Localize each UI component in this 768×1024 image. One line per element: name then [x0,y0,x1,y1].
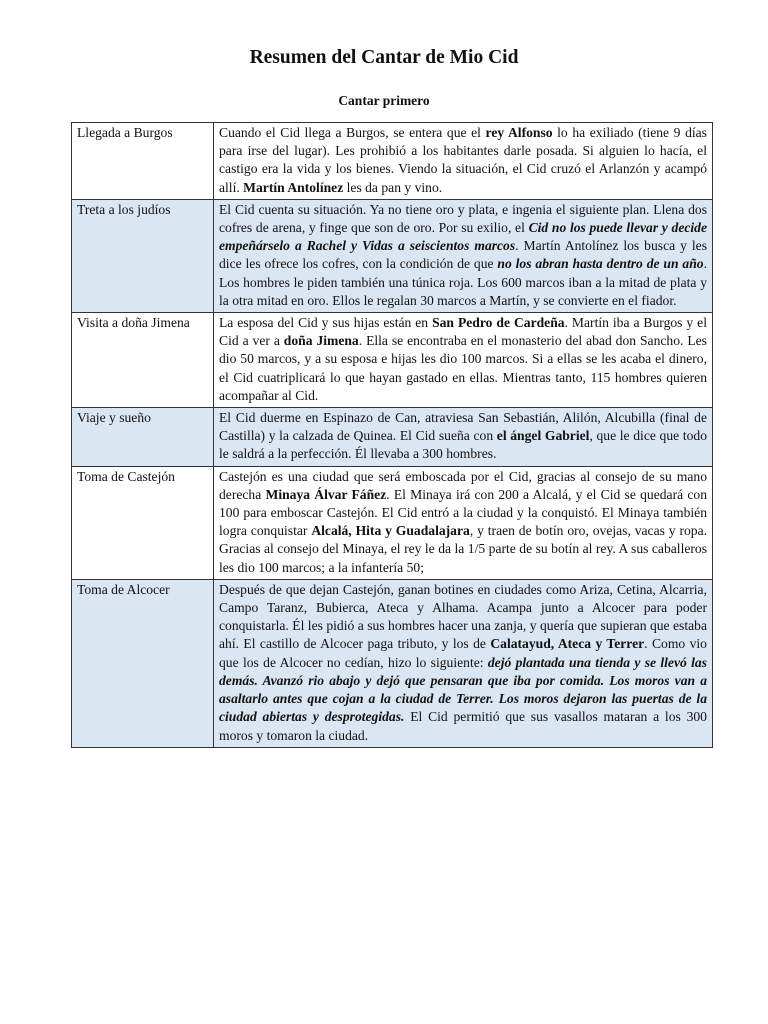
summary-table [71,122,713,748]
body-text: . El Minaya irá con 200 a Alcalá, y el Cid se quedará con 100 para emboscar Castejón. El Cid entró a la ciudad y la conquistó. El Minaya también logra conquistar [219,486,707,539]
document-title: Resumen del Cantar de Mio Cid [249,47,519,68]
body-text: El Cid cuenta su situación. Ya no tiene oro y plata, e ingenia el siguiente plan. Llena dos cofres de arena, y finge que son de oro. Por su exilio, el [219,201,707,236]
body-text: Cuando el Cid llega a Burgos, se entera que el [219,125,486,140]
row-topic-cell: Treta a los judíos [72,199,214,312]
bold-italic-text: dejó plantada una tienda y se llevó las demás. Avanzó rio abajo y dejó que pensaran que iba por comida. Los moros van a asaltarlo antes que cojan a la ciudad de Terrer. Los moros dejaron las puertas de la ciudad abiertas y desprotegidas. [219,654,707,725]
row-topic-cell: Visita a doña Jimena [72,313,214,408]
section-title: Cantar primero [338,93,430,108]
body-text: Castejón es una ciudad que será emboscada por el Cid, gracias al consejo de su mano derecha [219,468,707,502]
body-text: . Ella se encontraba en el monasterio del abad don Sancho. Les dio 50 marcos, y a su esposa e hijas les dio 100 marcos. Si a ellas se les acaba el dinero, el Cid cuatriplicará lo que hayan gastado en ellas. Mientras tanto, 115 hombres quieren acompañar al Cid. [219,333,707,403]
summary-table-body [72,123,713,748]
body-text: , y traen de botín oro, ovejas, vacas y ropa. Gracias al consejo del Minaya, el rey le da la 1/5 parte de su botín al rey. A sus caballeros les dio 100 marcos; a la infantería 50; [219,523,708,575]
bold-italic-text: Cid no los puede llevar y decide empeñárselo a Rachel y Vidas a seiscientos marcos [219,220,707,254]
body-text: , que le dice que todo le saldrá a la perfección. Él llevaba a 300 hombres. [219,428,708,462]
row-topic-cell: Toma de Alcocer [72,579,214,747]
row-topic-cell: Llegada a Burgos [72,123,214,200]
table-row [72,579,713,747]
row-topic-cell: Viaje y sueño [72,408,214,467]
bold-text: Minaya Álvar Fáñez [265,486,387,502]
row-description-cell [214,123,713,200]
bold-text: San Pedro de Cardeña [432,315,565,331]
body-text: . Como vio que los de Alcocer no cedían, hizo lo siguiente: [219,636,707,670]
body-text: La esposa del Cid y sus hijas están en [219,315,433,331]
body-text: lo ha exiliado (tiene 9 días para irse del lugar). Les prohibió a los habitantes darle posada. Si alguien lo hacía, el castigo era la vida y los bienes. Viendo la situación, el Cid cruzó el Arlanzón y acampó allí. [219,125,707,195]
bold-text: el ángel Gabriel [496,428,590,444]
body-text: . Los hombres le piden también una túnica roja. Los 600 marcos iban a la mitad de plata y la otra mitad en oro. Ellos le regalan 30 marcos a Martín, y se convierte en el fiador. [219,256,707,308]
table-row [72,199,713,312]
body-text: El Cid permitió que sus vasallos mataran a los 300 moros y tomaron la ciudad. [219,709,707,743]
bold-text: doña Jimena [283,333,359,349]
bold-italic-text: no los abran hasta dentro de un año [497,256,704,272]
body-text: El Cid duerme en Espinazo de Can, atraviesa San Sebastián, Alilón, Alcubilla (final de Castilla) y la calzada de Quinea. El Cid sueña con [219,410,707,444]
row-description-cell [214,579,713,747]
row-description-cell [214,408,713,467]
bold-text: Martín Antolínez [243,179,344,195]
body-text: les da pan y vino. [343,179,443,195]
row-description-cell [214,199,713,312]
table-row [72,313,713,408]
table-row [72,123,713,200]
row-description-cell [214,466,713,579]
body-text: . Martín iba a Burgos y el Cid a ver a [219,315,707,349]
bold-text: Calatayud, Ateca y Terrer [490,636,645,652]
table-row [72,466,713,579]
row-description-cell [214,313,713,408]
bold-text: Alcalá, Hita y Guadalajara [311,523,470,539]
table-row [72,408,713,467]
row-topic-cell: Toma de Castejón [72,466,214,579]
bold-text: rey Alfonso [485,125,553,140]
body-text: Después de que dejan Castejón, ganan botines en ciudades como Ariza, Cetina, Alcarria, Campo Taranz, Bubierca, Ateca y Alhama. Acampa junto a Alcocer para poder conquistarla. Él les pidió a sus hombres hacer una zanja, y quería que supieran que estaba ahí. El castillo de Alcocer paga tributo, y los de [219,581,707,652]
body-text: . Martín Antolínez los busca y les dice les ofrece los cofres, con la condición de que [219,238,707,272]
